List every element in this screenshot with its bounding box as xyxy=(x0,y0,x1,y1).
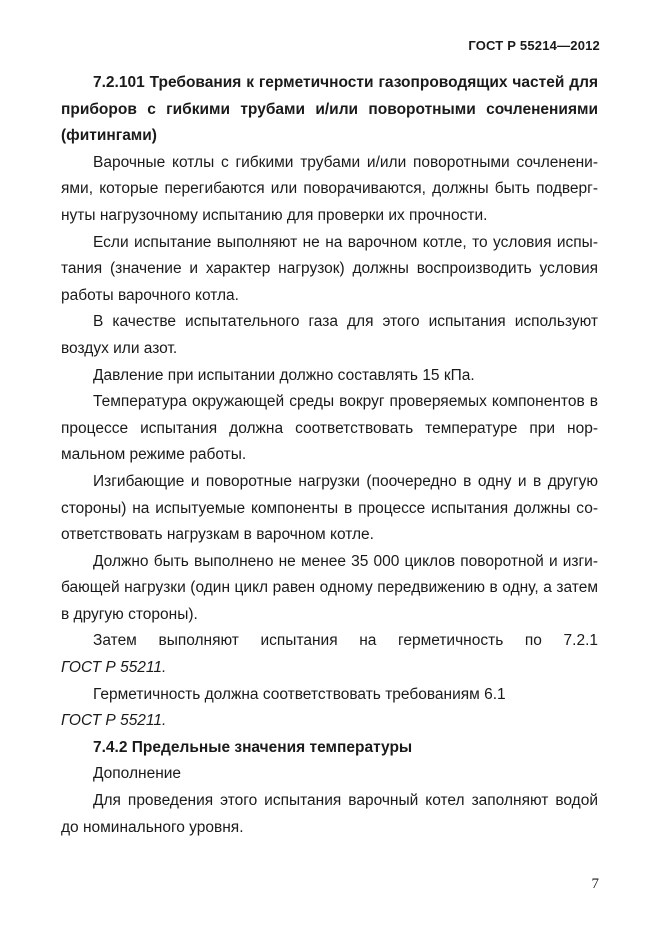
paragraph-5: Температура окружающей среды вокруг проверяемых компонентов в процессе испытания должна соответствовать температуре при нормальном режиме работы. xyxy=(61,393,598,464)
paragraph-1: Варочные котлы с гибкими трубами и/или поворотными сочленениями, которые перегибаются или поворачиваются, должны быть подвергнуты нагрузочному испытанию для проверки их прочности. xyxy=(61,153,598,224)
paragraph-8-text: Затем выполняют испытания на герметичность по 7.2.1 xyxy=(93,632,598,650)
section-heading-7-2-101: 7.2.101 Требования к герметичности газопроводящих частей для приборов с гибкими трубами и/или поворотными сочленениями (фитингами) xyxy=(61,74,598,145)
document-code-header: ГОСТ Р 55214—2012 xyxy=(468,38,600,53)
document-body xyxy=(61,70,598,841)
paragraph-9-reference: ГОСТ Р 55211. xyxy=(61,712,167,730)
paragraph-3: В качестве испытательного газа для этого испытания используют воздух или азот. xyxy=(61,313,598,357)
paragraph-9 xyxy=(61,682,598,709)
paragraph-2: Если испытание выполняют не на варочном котле, то условия испытания (значение и характер нагрузок) должны воспроизводить условия работы варочного котла. xyxy=(61,233,598,304)
paragraph-6: Изгибающие и поворотные нагрузки (поочередно в одну и в другую стороны) на испытуемые компоненты в процессе испытания должны соответствовать нагрузкам в варочном котле. xyxy=(61,472,598,544)
paragraph-9-text: Герметичность должна соответствовать требованиям 6.1 xyxy=(93,685,506,703)
paragraph-11: Для проведения этого испытания варочный котел заполняют водой до номинального уровня. xyxy=(61,792,598,836)
section-heading-7-4-2: 7.4.2 Предельные значения температуры xyxy=(93,738,413,756)
paragraph-9-ref-line xyxy=(61,708,598,735)
paragraph-10: Дополнение xyxy=(93,765,182,783)
page-number: 7 xyxy=(591,876,599,892)
paragraph-8 xyxy=(61,628,598,655)
paragraph-8-reference: ГОСТ Р 55211. xyxy=(61,659,167,677)
paragraph-8-ref-line xyxy=(61,655,598,682)
paragraph-4: Давление при испытании должно составлять 15 кПа. xyxy=(93,366,475,384)
paragraph-7: Должно быть выполнено не менее 35 000 циклов поворотной и изгибающей нагрузки (один цикл равен одному передвижению в одну, а затем в другую стороны). xyxy=(61,552,598,623)
